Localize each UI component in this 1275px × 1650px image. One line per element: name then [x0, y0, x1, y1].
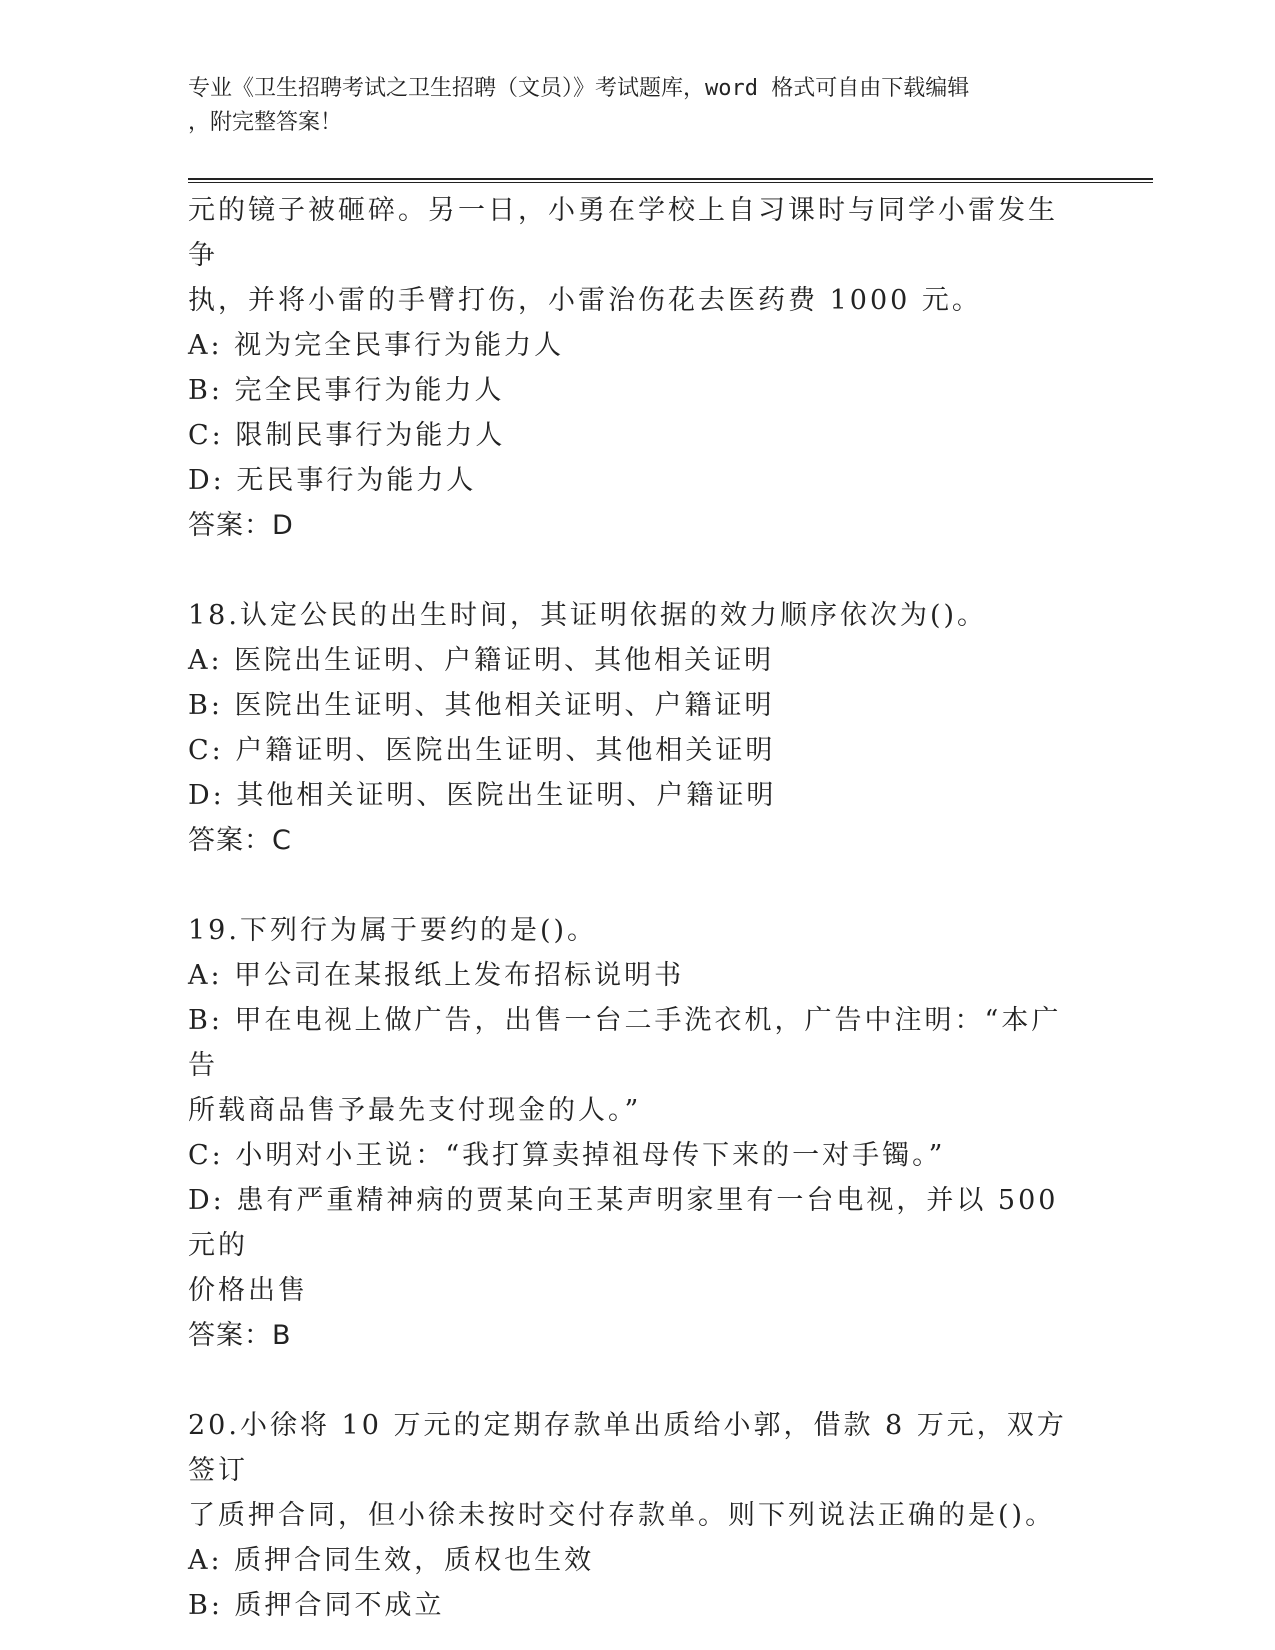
option-c: C: 户籍证明、医院出生证明、其他相关证明: [188, 735, 776, 766]
answer-line: 答案：C: [188, 825, 292, 856]
option-a: A: 视为完全民事行为能力人: [188, 330, 565, 361]
option-a: A: 医院出生证明、户籍证明、其他相关证明: [188, 645, 775, 676]
question-stem-line: 了质押合同，但小徐未按时交付存款单。则下列说法正确的是()。: [188, 1500, 1056, 1531]
question-stem-line: 执，并将小雷的手臂打伤，小雷治伤花去医药费 1000 元。: [188, 285, 982, 316]
question-20: [188, 1403, 1078, 1628]
question-19: [188, 908, 1078, 1358]
header-divider: [188, 178, 1153, 183]
option-d: D: 其他相关证明、医院出生证明、户籍证明: [188, 780, 777, 811]
option-c: C: 限制民事行为能力人: [188, 420, 506, 451]
question-stem: 18.认定公民的出生时间，其证明依据的效力顺序依次为()。: [188, 600, 988, 631]
question-content: [188, 188, 1078, 1628]
header-title-line1: 专业《卫生招聘考试之卫生招聘（文员）》考试题库，word 格式可自由下载编辑: [188, 76, 970, 101]
question-17: [188, 188, 1078, 548]
answer-line: 答案：D: [188, 510, 294, 541]
question-spacer: [188, 548, 1078, 593]
question-18: [188, 593, 1078, 863]
question-stem-line: 元的镜子被砸碎。另一日，小勇在学校上自习课时与同学小雷发生争: [188, 195, 1058, 271]
header-title-line2: ，附完整答案！: [188, 110, 343, 135]
option-b-line: B: 甲在电视上做广告，出售一台二手洗衣机，广告中注明：“本广告: [188, 1005, 1062, 1081]
option-a: A: 甲公司在某报纸上发布招标说明书: [188, 960, 685, 991]
option-b: B: 医院出生证明、其他相关证明、户籍证明: [188, 690, 775, 721]
option-d: D: 无民事行为能力人: [188, 465, 477, 496]
question-stem-line: 20.小徐将 10 万元的定期存款单出质给小郭，借款 8 万元，双方签订: [188, 1410, 1067, 1486]
question-spacer: [188, 1358, 1078, 1403]
option-d-line: 价格出售: [188, 1275, 308, 1306]
question-spacer: [188, 863, 1078, 908]
page-header: [188, 72, 1068, 140]
question-stem: 19.下列行为属于要约的是()。: [188, 915, 598, 946]
option-b: B: 质押合同不成立: [188, 1590, 445, 1621]
answer-line: 答案：B: [188, 1320, 292, 1351]
option-b-line: 所载商品售予最先支付现金的人。”: [188, 1095, 642, 1126]
option-b: B: 完全民事行为能力人: [188, 375, 505, 406]
option-a: A: 质押合同生效，质权也生效: [188, 1545, 595, 1576]
option-d-line: D: 患有严重精神病的贾某向王某声明家里有一台电视，并以 500 元的: [188, 1185, 1059, 1261]
option-c: C: 小明对小王说：“我打算卖掉祖母传下来的一对手镯。”: [188, 1140, 946, 1171]
